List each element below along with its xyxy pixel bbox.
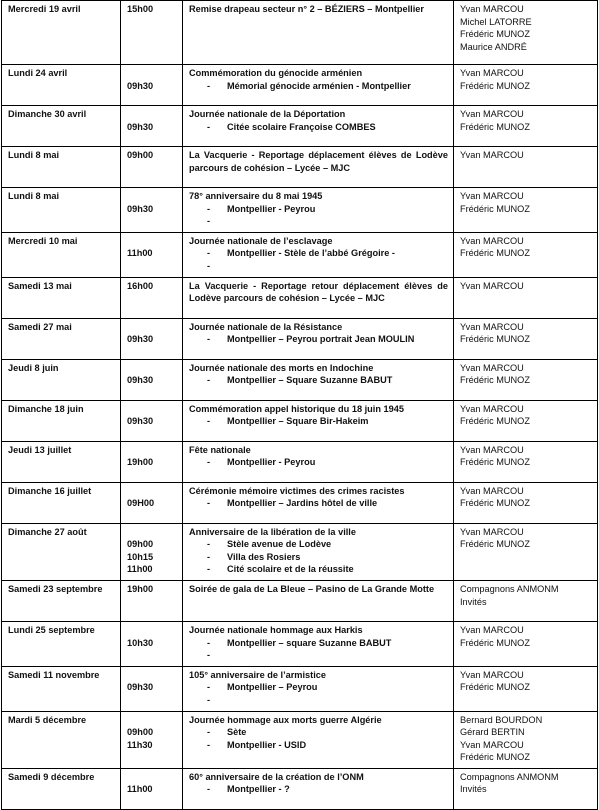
table-row bbox=[2, 277, 598, 318]
event-title: Fête nationale bbox=[189, 444, 251, 455]
event-date: Jeudi 8 juin bbox=[2, 359, 121, 400]
event-description-cell bbox=[183, 1, 454, 65]
table-row bbox=[2, 147, 598, 188]
event-location-item bbox=[189, 456, 448, 469]
participants-cell bbox=[454, 188, 598, 233]
event-location: Montpellier – Jardins hôtel de ville bbox=[227, 498, 378, 509]
participant-name: Yvan MARCOU bbox=[460, 280, 524, 291]
event-time: 09h30 bbox=[127, 121, 154, 132]
event-title: Journée nationale de l’esclavage bbox=[189, 235, 333, 246]
event-title: Remise drapeau secteur n° 2 – BÉZIERS – Montpellier bbox=[189, 4, 424, 14]
table-row bbox=[2, 523, 598, 580]
event-location-item bbox=[189, 726, 448, 739]
participants-cell bbox=[454, 400, 598, 441]
event-description-cell bbox=[183, 711, 454, 768]
event-time bbox=[127, 669, 177, 682]
event-time bbox=[127, 526, 177, 539]
event-time-cell bbox=[121, 482, 183, 523]
event-time-cell bbox=[121, 147, 183, 188]
event-location-item bbox=[189, 694, 448, 707]
event-time: 11h00 bbox=[127, 784, 153, 795]
event-time-cell bbox=[121, 65, 183, 106]
event-time bbox=[127, 190, 177, 203]
table-row bbox=[2, 232, 598, 277]
event-location: Montpellier – Peyrou portrait Jean MOULIN bbox=[227, 334, 415, 345]
bullet-dash: - bbox=[207, 551, 211, 562]
event-description-cell bbox=[183, 621, 454, 666]
event-date: Lundi 25 septembre bbox=[2, 621, 121, 666]
event-location-item bbox=[189, 649, 448, 662]
event-location-item bbox=[189, 563, 448, 576]
event-time: 19h00 bbox=[127, 457, 154, 468]
event-time: 16h00 bbox=[127, 280, 154, 291]
event-location-item bbox=[189, 203, 448, 216]
event-date: Samedi 9 décembre bbox=[2, 768, 121, 809]
event-time-cell bbox=[121, 621, 183, 666]
event-time: 09h30 bbox=[127, 416, 154, 427]
participant-name: Yvan MARCOU bbox=[460, 526, 524, 537]
event-title: Soirée de gala de La Bleue – Pasino de La Grande Motte bbox=[189, 583, 435, 594]
bullet-dash: - bbox=[207, 216, 211, 227]
event-time bbox=[127, 67, 177, 80]
participant-name: Frédéric MUNOZ bbox=[460, 682, 530, 693]
event-location-item bbox=[189, 538, 448, 551]
participant-name: Yvan MARCOU bbox=[460, 191, 524, 201]
event-location: Villa des Rosiers bbox=[227, 551, 301, 562]
event-date: Mercredi 10 mai bbox=[2, 232, 121, 277]
participant-name: Yvan MARCOU bbox=[460, 4, 524, 14]
event-time bbox=[127, 235, 177, 248]
participant-name: Invités bbox=[460, 596, 487, 607]
participant-name: Yvan MARCOU bbox=[460, 739, 524, 750]
event-title: La Vacquerie - Reportage retour déplacement élèves de Lodève parcours de cohésion – Lycée – MJC bbox=[189, 280, 448, 304]
event-time: 09h30 bbox=[127, 375, 154, 386]
table-row bbox=[2, 482, 598, 523]
bullet-dash: - bbox=[207, 80, 211, 91]
participant-name: Frédéric MUNOZ bbox=[460, 457, 530, 468]
event-location: Montpellier - USID bbox=[227, 739, 307, 750]
participants-cell bbox=[454, 1, 598, 65]
event-description-cell bbox=[183, 359, 454, 400]
event-location: Montpellier - Peyrou bbox=[227, 203, 316, 214]
event-time bbox=[127, 403, 177, 416]
participant-name: Invités bbox=[460, 784, 487, 795]
participant-name: Yvan MARCOU bbox=[460, 624, 524, 635]
event-date: Jeudi 13 juillet bbox=[2, 441, 121, 482]
event-time: 09H00 bbox=[127, 498, 155, 509]
event-title: Commémoration appel historique du 18 juin 1945 bbox=[189, 403, 404, 414]
event-time bbox=[127, 444, 177, 457]
participant-name: Yvan MARCOU bbox=[460, 109, 524, 119]
participants-cell bbox=[454, 65, 598, 106]
participant-name: Frédéric MUNOZ bbox=[460, 375, 530, 386]
event-time-cell bbox=[121, 277, 183, 318]
table-row bbox=[2, 318, 598, 359]
event-description-cell bbox=[183, 318, 454, 359]
event-location: Montpellier - Stèle de l’abbé Grégoire - bbox=[227, 248, 395, 259]
event-time-cell bbox=[121, 523, 183, 580]
event-title: Cérémonie mémoire victimes des crimes racistes bbox=[189, 485, 405, 496]
event-time bbox=[127, 624, 177, 637]
bullet-dash: - bbox=[207, 260, 211, 271]
event-time-cell bbox=[121, 188, 183, 233]
event-location-item bbox=[189, 681, 448, 694]
table-row bbox=[2, 580, 598, 621]
participant-name: Compagnons ANMONM bbox=[460, 583, 559, 594]
event-time: 09h00 bbox=[127, 539, 154, 550]
event-time bbox=[127, 362, 177, 375]
event-location: Montpellier – Square Suzanne BABUT bbox=[227, 375, 393, 386]
event-location: Sète bbox=[227, 727, 247, 738]
event-time: 10h30 bbox=[127, 637, 154, 648]
event-time: 09h30 bbox=[127, 334, 154, 345]
event-date: Samedi 11 novembre bbox=[2, 666, 121, 711]
participant-name: Frédéric MUNOZ bbox=[460, 752, 530, 763]
event-date: Dimanche 18 juin bbox=[2, 400, 121, 441]
event-location-item bbox=[189, 497, 448, 510]
event-description-cell bbox=[183, 147, 454, 188]
event-time bbox=[127, 321, 177, 334]
participant-name: Michel LATORRE bbox=[460, 16, 532, 27]
event-time-cell bbox=[121, 359, 183, 400]
event-description-cell bbox=[183, 232, 454, 277]
event-description-cell bbox=[183, 580, 454, 621]
event-location-item bbox=[189, 739, 448, 752]
event-time-cell bbox=[121, 711, 183, 768]
table-row bbox=[2, 441, 598, 482]
bullet-dash: - bbox=[207, 564, 211, 575]
participants-cell bbox=[454, 482, 598, 523]
event-description-cell bbox=[183, 188, 454, 233]
event-date: Samedi 23 septembre bbox=[2, 580, 121, 621]
event-description-cell bbox=[183, 666, 454, 711]
event-time: 15h00 bbox=[127, 4, 154, 14]
event-location-item bbox=[189, 374, 448, 387]
bullet-dash: - bbox=[207, 203, 211, 214]
participant-name: Yvan MARCOU bbox=[460, 444, 524, 455]
participant-name: Gérard BERTIN bbox=[460, 727, 525, 738]
participants-cell bbox=[454, 106, 598, 147]
bullet-dash: - bbox=[207, 457, 211, 468]
participant-name: Compagnons ANMONM bbox=[460, 771, 559, 782]
event-title: La Vacquerie - Reportage déplacement élèves de Lodève parcours de cohésion – Lycée – MJC bbox=[189, 150, 448, 173]
event-date: Mercredi 19 avril bbox=[2, 1, 121, 65]
table-row bbox=[2, 400, 598, 441]
table-row bbox=[2, 359, 598, 400]
event-title: 78° anniversaire du 8 mai 1945 bbox=[189, 191, 323, 201]
event-title: Anniversaire de la libération de la ville bbox=[189, 526, 356, 537]
event-time: 11h30 bbox=[127, 739, 153, 750]
event-time: 09h00 bbox=[127, 150, 154, 160]
participants-cell bbox=[454, 147, 598, 188]
event-time bbox=[127, 485, 177, 498]
table-row bbox=[2, 65, 598, 106]
event-description-cell bbox=[183, 441, 454, 482]
participant-name: Frédéric MUNOZ bbox=[460, 539, 530, 550]
event-time-cell bbox=[121, 232, 183, 277]
event-title: Journée nationale des morts en Indochine bbox=[189, 362, 374, 373]
participants-cell bbox=[454, 666, 598, 711]
participant-name: Frédéric MUNOZ bbox=[460, 637, 530, 648]
participant-name: Frédéric MUNOZ bbox=[460, 334, 530, 345]
event-date: Dimanche 30 avril bbox=[2, 106, 121, 147]
event-location-item bbox=[189, 783, 448, 796]
event-location: Montpellier – Square Bir-Hakeim bbox=[227, 416, 369, 427]
event-location-item bbox=[189, 551, 448, 564]
bullet-dash: - bbox=[207, 498, 211, 509]
participant-name: Frédéric MUNOZ bbox=[460, 416, 530, 427]
bullet-dash: - bbox=[207, 539, 211, 550]
event-date: Samedi 27 mai bbox=[2, 318, 121, 359]
bullet-dash: - bbox=[207, 375, 211, 386]
bullet-dash: - bbox=[207, 727, 211, 738]
event-time-cell bbox=[121, 400, 183, 441]
participants-cell bbox=[454, 318, 598, 359]
event-description-cell bbox=[183, 523, 454, 580]
participant-name: Yvan MARCOU bbox=[460, 362, 524, 373]
bullet-dash: - bbox=[207, 682, 211, 693]
event-title: Journée nationale hommage aux Harkis bbox=[189, 624, 363, 635]
participant-name: Yvan MARCOU bbox=[460, 235, 524, 246]
event-description-cell bbox=[183, 400, 454, 441]
participants-cell bbox=[454, 621, 598, 666]
event-location: Mémorial génocide arménien - Montpellier bbox=[227, 80, 411, 91]
event-location-item bbox=[189, 215, 448, 228]
participants-cell bbox=[454, 768, 598, 809]
participant-name: Frédéric MUNOZ bbox=[460, 80, 530, 91]
event-description-cell bbox=[183, 768, 454, 809]
event-date: Samedi 13 mai bbox=[2, 277, 121, 318]
bullet-dash: - bbox=[207, 248, 211, 259]
participant-name: Yvan MARCOU bbox=[460, 150, 524, 160]
event-title: 105° anniversaire de l’armistice bbox=[189, 669, 326, 680]
event-time: 19h00 bbox=[127, 583, 154, 594]
schedule-table bbox=[1, 0, 598, 810]
event-title: 60° anniversaire de la création de l’ONM bbox=[189, 771, 364, 782]
event-time-cell bbox=[121, 441, 183, 482]
bullet-dash: - bbox=[207, 694, 211, 705]
event-location: Montpellier – square Suzanne BABUT bbox=[227, 637, 392, 648]
participant-name: Yvan MARCOU bbox=[460, 68, 524, 78]
bullet-dash: - bbox=[207, 121, 211, 132]
table-row bbox=[2, 188, 598, 233]
event-time-cell bbox=[121, 1, 183, 65]
event-location-item bbox=[189, 415, 448, 428]
bullet-dash: - bbox=[207, 416, 211, 427]
table-row bbox=[2, 768, 598, 809]
event-time-cell bbox=[121, 768, 183, 809]
event-location-item bbox=[189, 121, 448, 134]
event-time bbox=[127, 714, 177, 727]
event-location: Montpellier - ? bbox=[227, 784, 290, 795]
event-time-cell bbox=[121, 318, 183, 359]
bullet-dash: - bbox=[207, 334, 211, 345]
event-description-cell bbox=[183, 277, 454, 318]
event-date: Dimanche 16 juillet bbox=[2, 482, 121, 523]
participant-name: Frédéric MUNOZ bbox=[460, 248, 530, 259]
event-location: Montpellier – Peyrou bbox=[227, 682, 318, 693]
event-time-cell bbox=[121, 580, 183, 621]
bullet-dash: - bbox=[207, 637, 211, 648]
participants-cell bbox=[454, 232, 598, 277]
participant-name: Yvan MARCOU bbox=[460, 321, 524, 332]
table-row bbox=[2, 106, 598, 147]
participant-name: Yvan MARCOU bbox=[460, 403, 524, 414]
event-location: Cité scolaire et de la réussite bbox=[227, 564, 354, 575]
participants-cell bbox=[454, 711, 598, 768]
event-time: 11h00 bbox=[127, 564, 153, 575]
event-location-item bbox=[189, 333, 448, 346]
event-title: Journée nationale de la Déportation bbox=[189, 109, 346, 119]
participant-name: Yvan MARCOU bbox=[460, 485, 524, 496]
event-location-item bbox=[189, 637, 448, 650]
table-row bbox=[2, 666, 598, 711]
event-description-cell bbox=[183, 65, 454, 106]
event-location: Citée scolaire Françoise COMBES bbox=[227, 121, 376, 132]
participant-name: Frédéric MUNOZ bbox=[460, 203, 530, 214]
event-date: Lundi 24 avril bbox=[2, 65, 121, 106]
event-location-item bbox=[189, 260, 448, 273]
participant-name: Frédéric MUNOZ bbox=[460, 121, 530, 132]
event-time: 09h00 bbox=[127, 727, 154, 738]
event-time: 09h30 bbox=[127, 682, 154, 693]
event-time: 11h00 bbox=[127, 248, 153, 259]
participant-name: Frédéric MUNOZ bbox=[460, 498, 530, 509]
event-title: Journée nationale de la Résistance bbox=[189, 321, 343, 332]
event-title: Commémoration du génocide arménien bbox=[189, 68, 363, 78]
event-location: Montpellier - Peyrou bbox=[227, 457, 316, 468]
event-date: Lundi 8 mai bbox=[2, 147, 121, 188]
bullet-dash: - bbox=[207, 739, 211, 750]
event-time-cell bbox=[121, 106, 183, 147]
event-time bbox=[127, 108, 177, 121]
participants-cell bbox=[454, 277, 598, 318]
event-time: 10h15 bbox=[127, 551, 154, 562]
table-row bbox=[2, 711, 598, 768]
event-time: 09h30 bbox=[127, 80, 154, 91]
table-row bbox=[2, 621, 598, 666]
event-date: Lundi 8 mai bbox=[2, 188, 121, 233]
participants-cell bbox=[454, 441, 598, 482]
event-description-cell bbox=[183, 482, 454, 523]
participant-name: Frédéric MUNOZ bbox=[460, 29, 530, 40]
participants-cell bbox=[454, 580, 598, 621]
table-row bbox=[2, 1, 598, 65]
event-location-item bbox=[189, 80, 448, 93]
event-location-item bbox=[189, 247, 448, 260]
event-description-cell bbox=[183, 106, 454, 147]
event-date: Dimanche 27 août bbox=[2, 523, 121, 580]
event-title: Journée hommage aux morts guerre Algérie bbox=[189, 714, 382, 725]
bullet-dash: - bbox=[207, 784, 211, 795]
participant-name: Yvan MARCOU bbox=[460, 669, 524, 680]
event-time-cell bbox=[121, 666, 183, 711]
event-location: Stèle avenue de Lodève bbox=[227, 539, 332, 550]
participant-name: Maurice ANDRÉ bbox=[460, 41, 527, 52]
bullet-dash: - bbox=[207, 650, 211, 661]
participants-cell bbox=[454, 523, 598, 580]
schedule-body bbox=[2, 1, 598, 810]
event-time: 09h30 bbox=[127, 203, 154, 214]
event-date: Mardi 5 décembre bbox=[2, 711, 121, 768]
participants-cell bbox=[454, 359, 598, 400]
event-time bbox=[127, 771, 177, 784]
participant-name: Bernard BOURDON bbox=[460, 714, 543, 725]
